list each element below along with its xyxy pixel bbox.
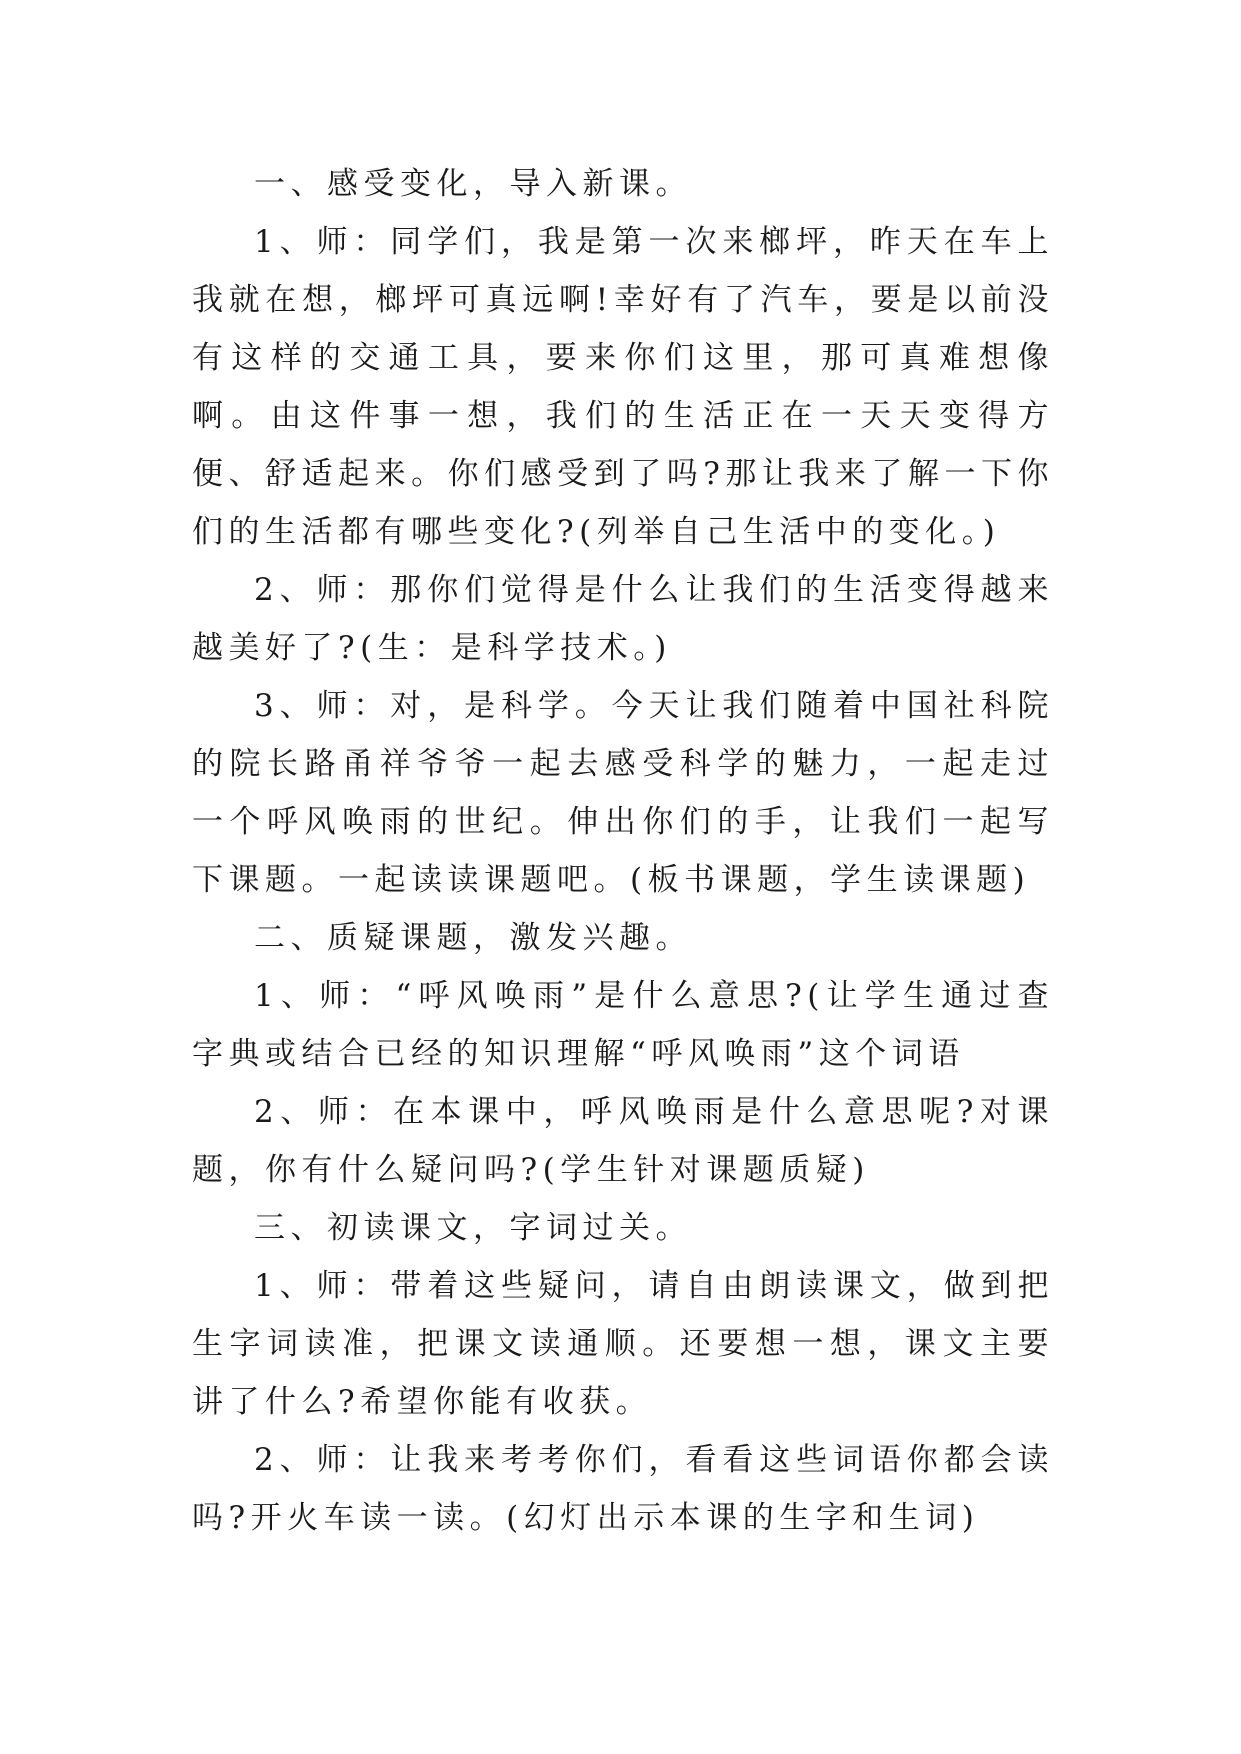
paragraph: 2、师：那你们觉得是什么让我们的生活变得越来越美好了?(生：是科学技术。)	[192, 572, 1054, 666]
section-heading-2: 二、质疑课题，激发兴趣。	[254, 920, 692, 956]
paragraph: 3、师：对，是科学。今天让我们随着中国社科院的院长路甬祥爷爷一起去感受科学的魅力，一起走过一个呼风唤雨的世纪。伸出你们的手，让我们一起写下课题。一起读读课题吧。(板书课题，学生读课题)	[192, 688, 1054, 898]
paragraph: 1、师：“呼风唤雨”是什么意思?(让学生通过查字典或结合已经的知识理解“呼风唤雨”这个词语	[192, 978, 1054, 1072]
document-body	[192, 155, 1054, 1547]
section-heading-1: 一、感受变化，导入新课。	[254, 166, 692, 202]
paragraph: 1、师：带着这些疑问，请自由朗读课文，做到把生字词读准，把课文读通顺。还要想一想，课文主要讲了什么?希望你能有收获。	[192, 1268, 1054, 1420]
paragraph: 2、师：让我来考考你们，看看这些词语你都会读吗?开火车读一读。(幻灯出示本课的生字和生词)	[192, 1442, 1054, 1536]
paragraph: 1、师：同学们，我是第一次来榔坪，昨天在车上我就在想，榔坪可真远啊!幸好有了汽车，要是以前没有这样的交通工具，要来你们这里，那可真难想像啊。由这件事一想，我们的生活正在一天天变得方便、舒适起来。你们感受到了吗?那让我来了解一下你们的生活都有哪些变化?(列举自己生活中的变化。)	[192, 224, 1054, 550]
paragraph: 2、师：在本课中，呼风唤雨是什么意思呢?对课题，你有什么疑问吗?(学生针对课题质疑)	[192, 1094, 1054, 1188]
section-heading-3: 三、初读课文，字词过关。	[254, 1210, 692, 1246]
